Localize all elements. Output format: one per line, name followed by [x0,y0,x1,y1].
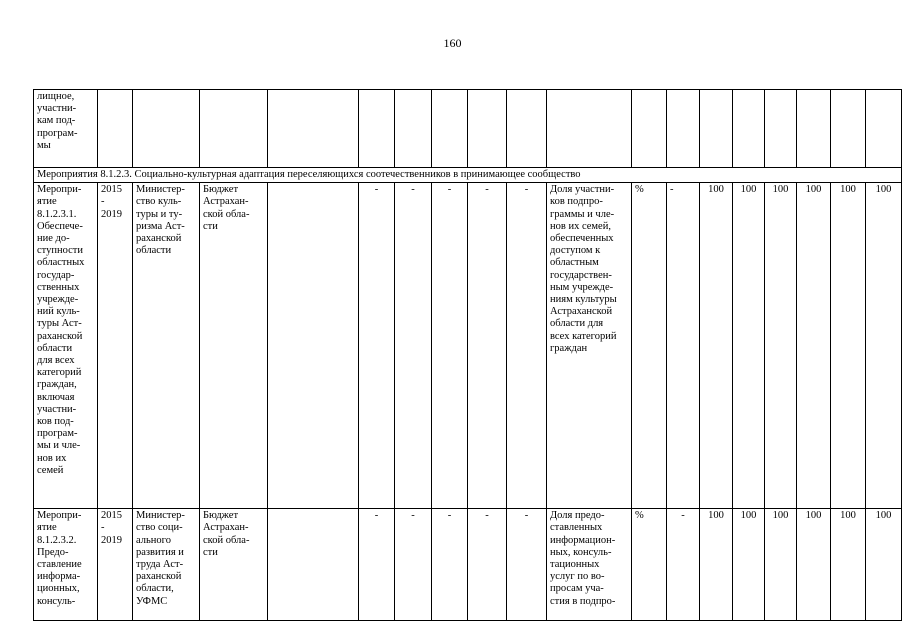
funding-dash-cell: - [395,509,432,621]
continued-row [34,90,902,168]
target-value-cell: 100 [733,183,765,509]
target-value-cell: 100 [700,509,733,621]
page-number: 160 [443,36,462,50]
indicator-cell: Доля участни- ков подпро- граммы и чле- нов их семей, обеспеченных доступом к областным государствен- ным учрежде- ниям культуры Астраханской области для всех категорий граждан [547,183,632,509]
funding-dash-cell: - [432,509,468,621]
unit-cell: % [632,509,667,621]
target-value-cell: 100 [797,183,831,509]
executor-cell: Министер- ство соци- ального развития и труда Аст- раханской области, УФМС [133,509,200,621]
measure-name-cell: Меропри- ятие 8.1.2.3.2. Предо- ставление информа- ционных, консуль- [34,509,98,621]
funding-dash-cell: - [359,509,395,621]
table-row [34,183,902,509]
program-measures-table [33,89,902,621]
funding-dash-cell: - [468,183,507,509]
executor-cell: Министер- ство куль- туры и ту- ризма Аст- раханской области [133,183,200,509]
funding-dash-cell: - [507,509,547,621]
funding-source-cell: Бюджет Астрахан- ской обла- сти [200,509,268,621]
indicator-cell: Доля предо- ставленных информацион- ных, консуль- тационных услуг по во- просам уча- стия в подпро- [547,509,632,621]
funding-source-cell: Бюджет Астрахан- ской обла- сти [200,183,268,509]
target-value-cell: 100 [765,509,797,621]
base-value-cell: - [667,509,700,621]
target-value-cell: 100 [831,183,866,509]
funding-dash-cell: - [507,183,547,509]
continued-name-cell: лищное, участни- кам под- програм- мы [34,90,98,168]
target-value-cell: 100 [831,509,866,621]
target-value-cell: 100 [866,183,902,509]
target-value-cell: 100 [765,183,797,509]
measure-name-cell: Меропри- ятие 8.1.2.3.1. Обеспече- ние до- ступности областных государ- ственных учрежде- ний куль- туры Аст- раханской области для всех категорий граждан, включая участни- ков под- програм- мы и чле- нов их семей [34,183,98,509]
base-value-cell: - [667,183,700,509]
years-cell: 2015 - 2019 [98,509,133,621]
target-value-cell: 100 [733,509,765,621]
table-row [34,509,902,621]
section-header: Мероприятия 8.1.2.3. Социально-культурная адаптация переселяющихся соотечественников в принимающее сообщество [34,168,902,183]
target-value-cell: 100 [866,509,902,621]
unit-cell: % [632,183,667,509]
target-value-cell: 100 [700,183,733,509]
funding-dash-cell: - [359,183,395,509]
target-value-cell: 100 [797,509,831,621]
section-header-row [34,168,902,183]
years-cell: 2015 - 2019 [98,183,133,509]
funding-dash-cell: - [395,183,432,509]
funding-dash-cell: - [468,509,507,621]
funding-dash-cell: - [432,183,468,509]
